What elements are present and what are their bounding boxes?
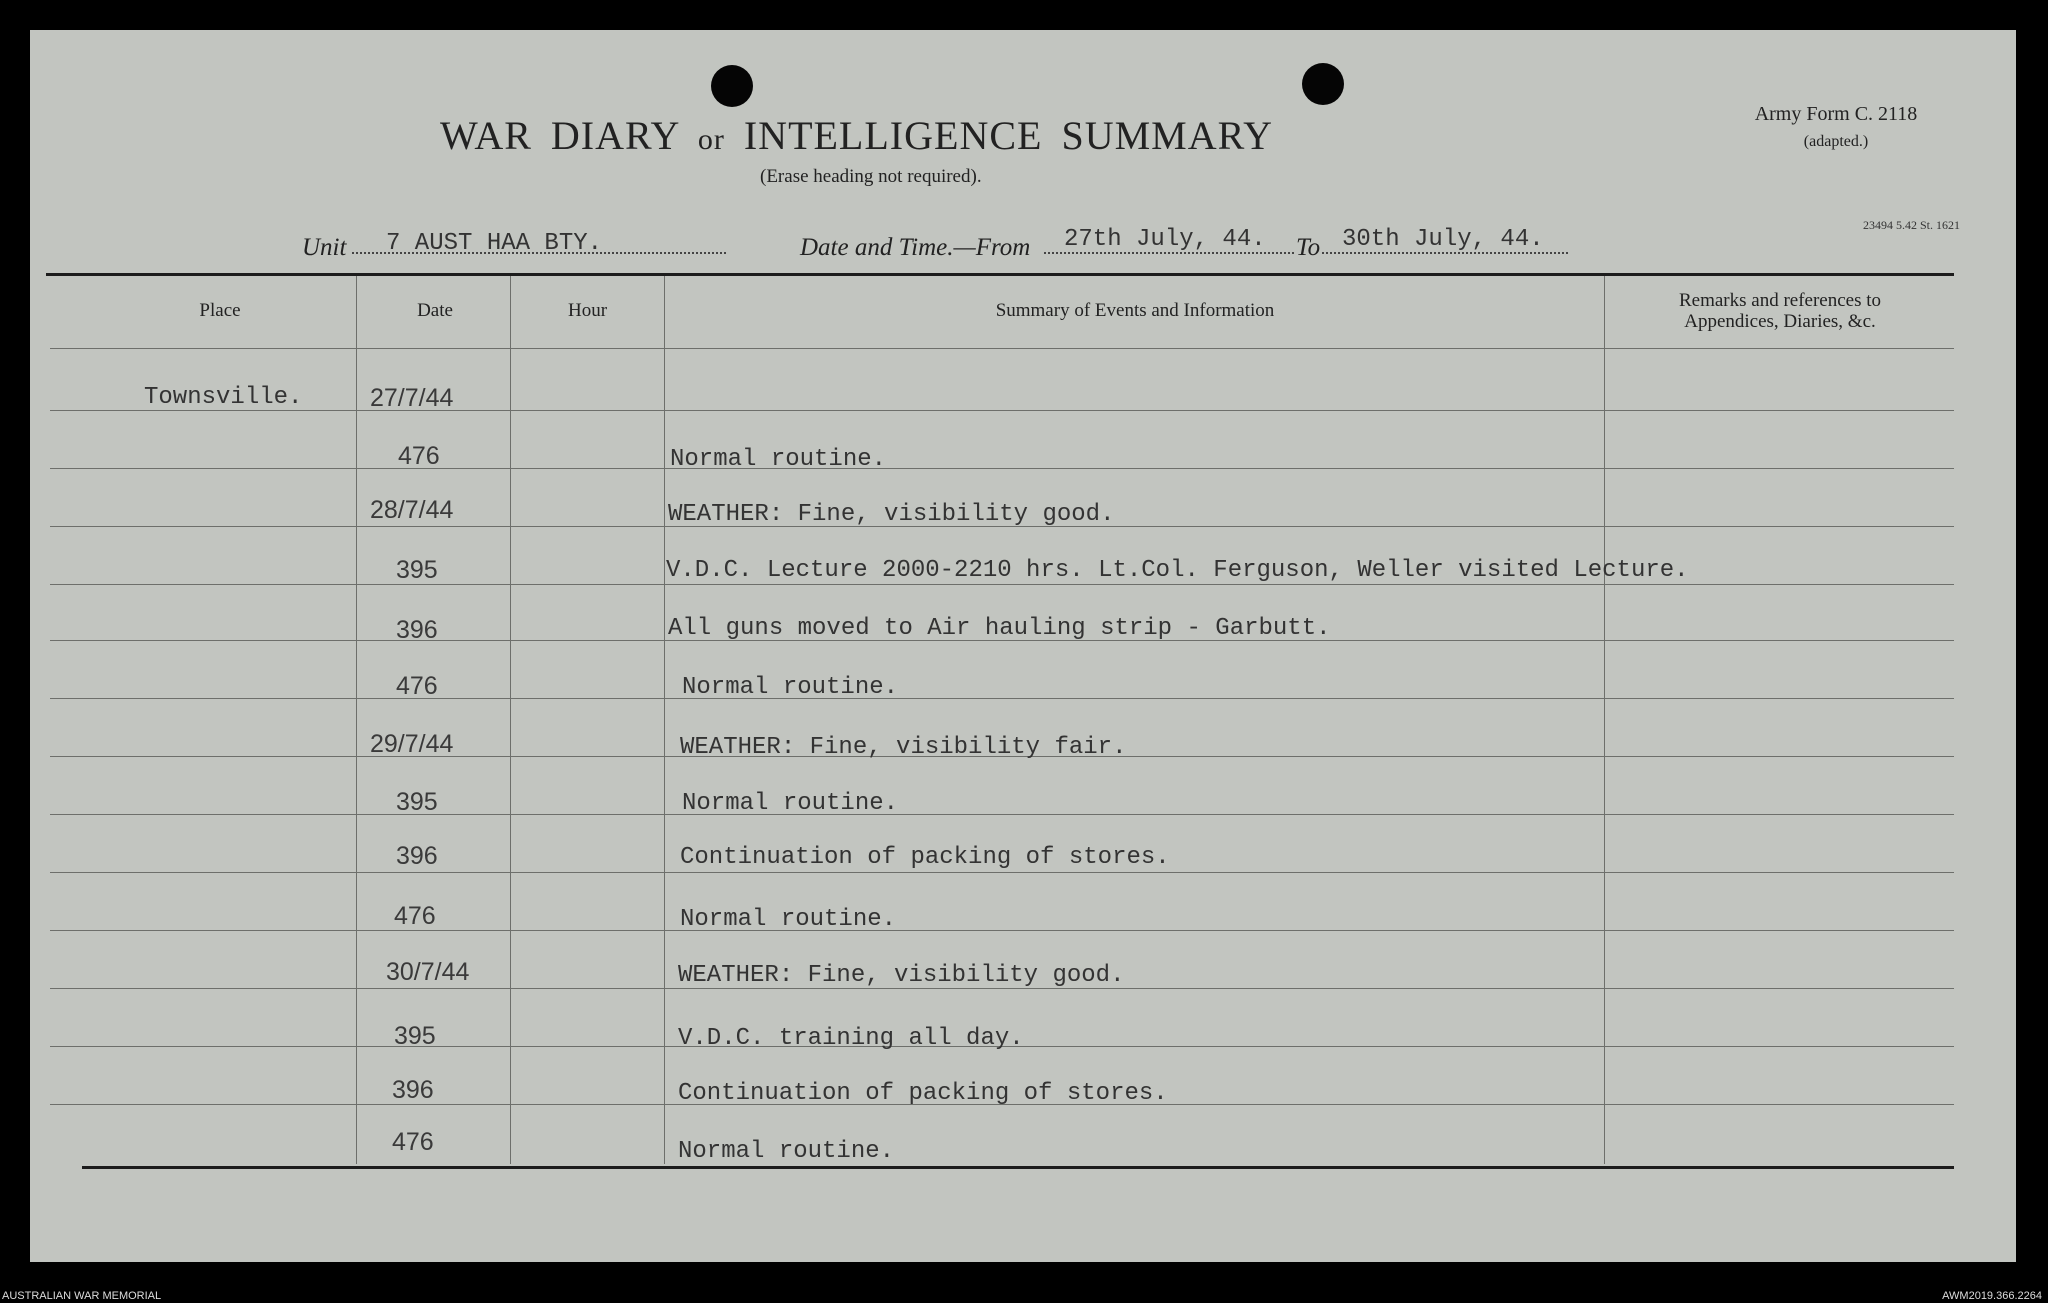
table-bottom-rule — [82, 1166, 1954, 1169]
row-date: 27/7/44 — [370, 384, 454, 412]
row-summary: V.D.C. Lecture 2000-2210 hrs. Lt.Col. Ferguson, Weller visited Lecture. — [666, 557, 1689, 584]
unit-value: 7 AUST HAA BTY. — [386, 230, 603, 257]
row-line — [50, 930, 1954, 931]
row-summary: Normal routine. — [678, 1138, 895, 1165]
col-header-place: Place — [199, 300, 241, 321]
row-date: 476 — [398, 442, 440, 470]
row-place: Townsville. — [144, 384, 303, 411]
row-date: 29/7/44 — [370, 730, 454, 758]
date-time-label: Date and Time.—From — [800, 234, 1031, 261]
row-summary: Normal routine. — [670, 446, 887, 473]
col-header-remarks-line1: Remarks and references to — [1678, 290, 1882, 311]
row-summary: WEATHER: Fine, visibility good. — [668, 501, 1115, 528]
punch-hole-right — [1302, 63, 1344, 105]
row-summary: Normal routine. — [680, 906, 897, 933]
row-summary: Continuation of packing of stores. — [678, 1080, 1168, 1107]
print-code: 23494 5.42 St. 1621 — [1862, 218, 1960, 232]
row-line — [50, 814, 1954, 815]
row-line — [50, 410, 1954, 411]
title-intelligence-summary: INTELLIGENCE SUMMARY — [743, 113, 1273, 158]
row-line — [50, 698, 1954, 699]
row-line — [50, 872, 1954, 873]
erase-note: (Erase heading not required). — [760, 166, 982, 187]
col-header-hour: Hour — [567, 300, 608, 321]
row-summary: WEATHER: Fine, visibility good. — [678, 962, 1125, 989]
unit-label: Unit — [302, 234, 347, 261]
row-date: 395 — [394, 1022, 436, 1050]
col-header-date: Date — [417, 300, 453, 321]
row-summary: WEATHER: Fine, visibility fair. — [680, 734, 1127, 761]
diary-sheet — [30, 30, 2016, 1262]
from-value: 27th July, 44. — [1064, 226, 1266, 253]
footer-credit: AUSTRALIAN WAR MEMORIAL — [2, 1290, 162, 1302]
row-summary: All guns moved to Air hauling strip - Garbutt. — [668, 615, 1331, 642]
row-summary: V.D.C. training all day. — [678, 1025, 1024, 1052]
row-line — [50, 584, 1954, 585]
header-bottom-line — [50, 348, 1954, 349]
row-date: 396 — [396, 616, 438, 644]
row-date: 28/7/44 — [370, 496, 454, 524]
army-form-label — [1726, 100, 1946, 156]
page-title — [440, 112, 1440, 159]
title-or: or — [697, 123, 725, 156]
row-summary: Normal routine. — [682, 674, 899, 701]
row-date: 396 — [396, 842, 438, 870]
row-date: 396 — [392, 1076, 434, 1104]
army-form-number: Army Form C. 2118 — [1754, 103, 1918, 125]
col-header-remarks — [1610, 290, 1950, 332]
row-summary: Continuation of packing of stores. — [680, 844, 1170, 871]
punch-hole-left — [711, 65, 753, 107]
army-form-adapted: (adapted.) — [1803, 133, 1869, 150]
row-date: 476 — [392, 1128, 434, 1156]
row-date: 395 — [396, 556, 438, 584]
title-war-diary: WAR DIARY — [440, 113, 679, 158]
col-header-remarks-line2: Appendices, Diaries, &c. — [1684, 311, 1876, 332]
row-date: 30/7/44 — [386, 958, 470, 986]
row-date: 395 — [396, 788, 438, 816]
row-date: 476 — [394, 902, 436, 930]
to-value: 30th July, 44. — [1342, 226, 1544, 253]
to-label: To — [1296, 234, 1321, 261]
row-date: 476 — [396, 672, 438, 700]
col-header-summary: Summary of Events and Information — [995, 300, 1275, 321]
table-top-rule — [46, 273, 1954, 276]
row-line — [50, 468, 1954, 469]
row-summary: Normal routine. — [682, 790, 899, 817]
footer-accession: AWM2019.366.2264 — [1942, 1290, 2042, 1302]
